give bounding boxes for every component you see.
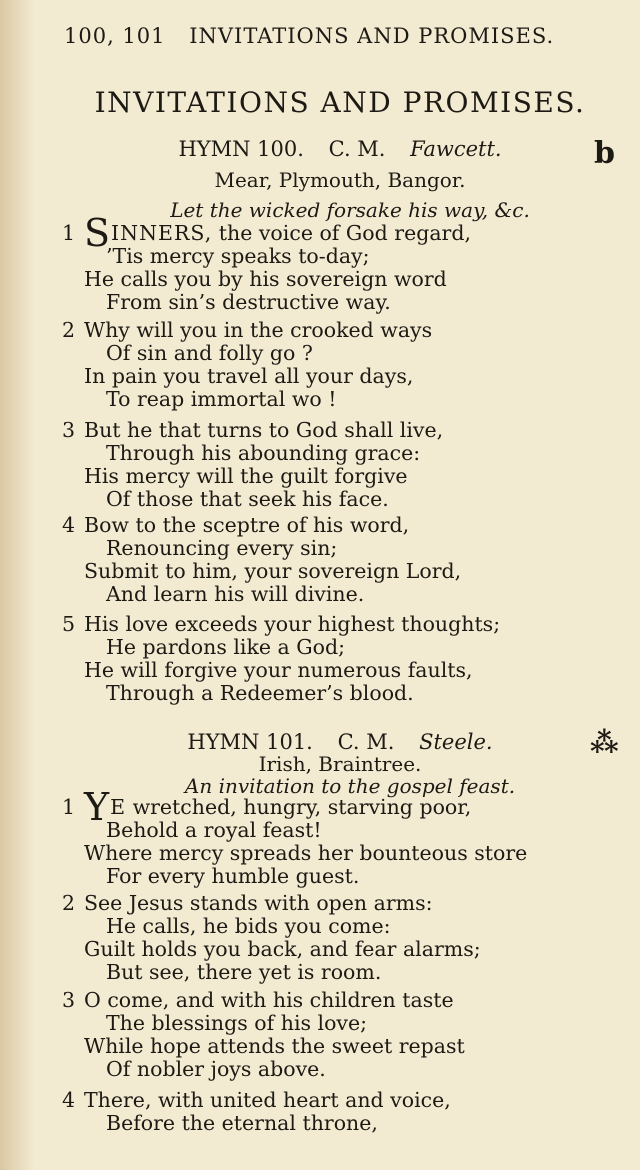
verse-number: 2: [62, 891, 76, 915]
verse-line-text: His love exceeds your highest thoughts;: [84, 612, 501, 636]
hymn-100-verse-5: [62, 613, 602, 705]
verse-line-text: See Jesus stands with open arms:: [84, 891, 433, 915]
page-numbers: 100, 101: [64, 24, 166, 48]
verse-line: For every humble guest.: [106, 864, 360, 888]
hymn-100-verse-2: [62, 319, 602, 411]
verse-line: To reap immortal wo !: [106, 387, 337, 411]
verse-line: His mercy will the guilt forgive: [84, 464, 408, 488]
hymn-100-heading: [0, 137, 640, 161]
verse-line: From sin’s destructive way.: [106, 290, 391, 314]
hymn-100-verse-1: [62, 211, 602, 314]
verse-line: [62, 613, 602, 636]
hymn-100-margin-mark: b: [594, 136, 615, 171]
verse-line-text: the voice of God regard,: [212, 221, 471, 245]
verse-line: He will forgive your numerous faults,: [84, 658, 473, 682]
hymn-100-author: Fawcett.: [410, 137, 502, 161]
verse-line: Behold a royal feast!: [106, 818, 322, 842]
verse-line-text: wretched, hungry, starving poor,: [126, 795, 472, 819]
hymn-100-meter: C. M.: [328, 137, 386, 161]
verse-line: Submit to him, your sovereign Lord,: [84, 559, 462, 583]
verse-line: Guilt holds you back, and fear alarms;: [84, 937, 481, 961]
verse-line: Where mercy spreads her bounteous store: [84, 841, 528, 865]
running-head: [64, 24, 604, 48]
verse-line: Through a Redeemer’s blood.: [106, 681, 414, 705]
verse-number: 1: [62, 221, 76, 245]
drop-capital: Y: [84, 785, 110, 829]
hymn-101-verse-2: [62, 892, 602, 984]
verse-line: ’Tis mercy speaks to-day;: [106, 244, 370, 268]
verse-line: [62, 892, 602, 915]
verse-number: 3: [62, 988, 76, 1012]
hymn-100-verse-4: [62, 514, 602, 606]
verse-line: The blessings of his love;: [106, 1011, 368, 1035]
first-word: INNERS,: [111, 221, 213, 245]
verse-line: Of those that seek his face.: [106, 487, 389, 511]
verse-line-text: There, with united heart and voice,: [84, 1088, 451, 1112]
verse-line: [62, 319, 602, 342]
verse-line-text: But he that turns to God shall live,: [84, 418, 444, 442]
hymn-101-verse-3: [62, 989, 602, 1081]
verse-line-text: Bow to the sceptre of his word,: [84, 513, 410, 537]
verse-line: But see, there yet is room.: [106, 960, 382, 984]
hymn-101-number: HYMN 101.: [187, 730, 313, 754]
hymn-101-subtitle: An invitation to the gospel feast.: [184, 774, 516, 798]
verse-line: He pardons like a God;: [106, 635, 346, 659]
verse-line: In pain you travel all your days,: [84, 364, 414, 388]
first-word: E: [110, 795, 127, 819]
verse-line: Of sin and folly go ?: [106, 341, 313, 365]
verse-number: 4: [62, 1088, 76, 1112]
hymn-100-tunes: Mear, Plymouth, Bangor.: [214, 168, 466, 192]
verse-number: 1: [62, 795, 76, 819]
verse-line: Renouncing every sin;: [106, 536, 338, 560]
verse-line: He calls you by his sovereign word: [84, 267, 447, 291]
verse-line-text: O come, and with his children taste: [84, 988, 454, 1012]
hymn-101-margin-mark: ⁂: [590, 726, 619, 759]
hymn-100-subtitle: Let the wicked forsake his way, &c.: [170, 198, 530, 222]
hymn-101-heading: [0, 730, 640, 754]
verse-line: Of nobler joys above.: [106, 1057, 326, 1081]
verse-line: [62, 514, 602, 537]
verse-line: Before the eternal throne,: [106, 1111, 378, 1135]
hymn-101-verse-4: [62, 1089, 602, 1135]
verse-number: 2: [62, 318, 76, 342]
verse-line: [62, 419, 602, 442]
hymn-101-tunes: Irish, Braintree.: [258, 752, 422, 776]
verse-line: And learn his will divine.: [106, 582, 365, 606]
verse-line: [62, 989, 602, 1012]
verse-line: Through his abounding grace:: [106, 441, 421, 465]
verse-number: 5: [62, 612, 76, 636]
hymn-101-meter: C. M.: [337, 730, 395, 754]
section-title: INVITATIONS AND PROMISES.: [94, 86, 586, 119]
verse-number: 3: [62, 418, 76, 442]
drop-capital: S: [84, 211, 111, 255]
hymn-101-author: Steele.: [419, 730, 493, 754]
hymn-100-number: HYMN 100.: [178, 137, 304, 161]
verse-line: [62, 1089, 602, 1112]
verse-number: 4: [62, 513, 76, 537]
verse-line-text: Why will you in the crooked ways: [84, 318, 433, 342]
verse-line: [62, 211, 602, 255]
hymn-100-verse-3: [62, 419, 602, 511]
verse-line: While hope attends the sweet repast: [84, 1034, 465, 1058]
running-head-title: INVITATIONS AND PROMISES.: [189, 24, 555, 48]
verse-line: He calls, he bids you come:: [106, 914, 391, 938]
